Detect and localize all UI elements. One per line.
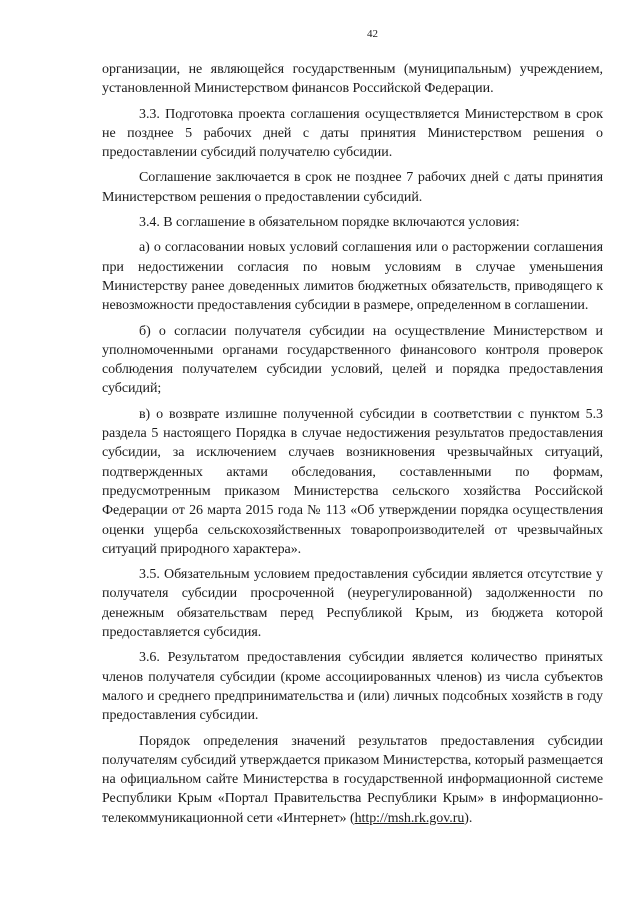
paragraph-3-4: 3.4. В соглашение в обязательном порядке включаются условия: [139, 215, 520, 231]
paragraph-agreement-term: Соглашение заключается в срок не позднее 7 рабочих дней с даты принятия Министерством решения о предоставлении субсидий. [102, 170, 603, 205]
paragraph-condition-b: б) о согласии получателя субсидии на осуществление Министерством и уполномоченными органами государственного финансового контроля проверок соблюдения получателем субсидии условий, целей и порядка предоставления субсидий; [102, 323, 603, 397]
paragraph-3-6: 3.6. Результатом предоставления субсидии является количество принятых членов получателя субсидии (кроме ассоциированных членов) из числа субъектов малого и среднего предпринимательства и (или) личных подсобных хозяйств в году предоставления субсидии. [102, 650, 603, 724]
ministry-website-link[interactable]: http://msh.rk.gov.ru [354, 810, 465, 826]
paragraph-3-5: 3.5. Обязательным условием предоставления субсидии является отсутствие у получателя субсидии просроченной (неурегулированной) задолженности по денежным обязательствам перед Республикой Крым, из бюджета которой предоставляется субсидия. [102, 567, 603, 641]
page-number: 42 [367, 28, 378, 40]
paragraph-continuation: организации, не являющейся государственным (муниципальным) учреждением, установленной Министерством финансов Российской Федерации. [102, 62, 603, 97]
results-order-text: Порядок определения значений результатов предоставления субсидии получателям субсидий утверждается приказом Министерства, который размещается на официальном сайте Министерства в государственной информационной системе Республики Крым «Портал Правительства Республики Крым» в информационно-телекоммуникационной сети «Интернет» ( [102, 733, 603, 826]
paragraph-condition-a: а) о согласовании новых условий соглашения или о расторжении соглашения при недостижении согласия по новым условиям в случае уменьшения Министерству ранее доведенных лимитов бюджетных обязательств, приводящего к невозможности предоставления субсидии в размере, определенном в соглашении. [102, 240, 603, 314]
paragraph-3-3: 3.3. Подготовка проекта соглашения осуществляется Министерством в срок не позднее 5 рабочих дней с даты принятия Министерством решения о предоставлении субсидий получателю субсидии. [102, 106, 603, 161]
results-order-text-end: ). [464, 810, 473, 826]
paragraph-condition-v: в) о возврате излишне полученной субсидии в соответствии с пунктом 5.3 раздела 5 настоящего Порядка в случае недостижения результатов предоставления субсидии, за исключением случаев возникновения чрезвычайных ситуаций, подтвержденных актами обследования, составленными по формам, предусмотренным приказом Министерства сельского хозяйства Российской Федерации от 26 марта 2015 года № 113 «Об утверждении порядка осуществления оценки ущерба сельскохозяйственных товаропроизводителей от чрезвычайных ситуаций природного характера». [102, 406, 603, 557]
paragraph-results-order [102, 732, 603, 828]
